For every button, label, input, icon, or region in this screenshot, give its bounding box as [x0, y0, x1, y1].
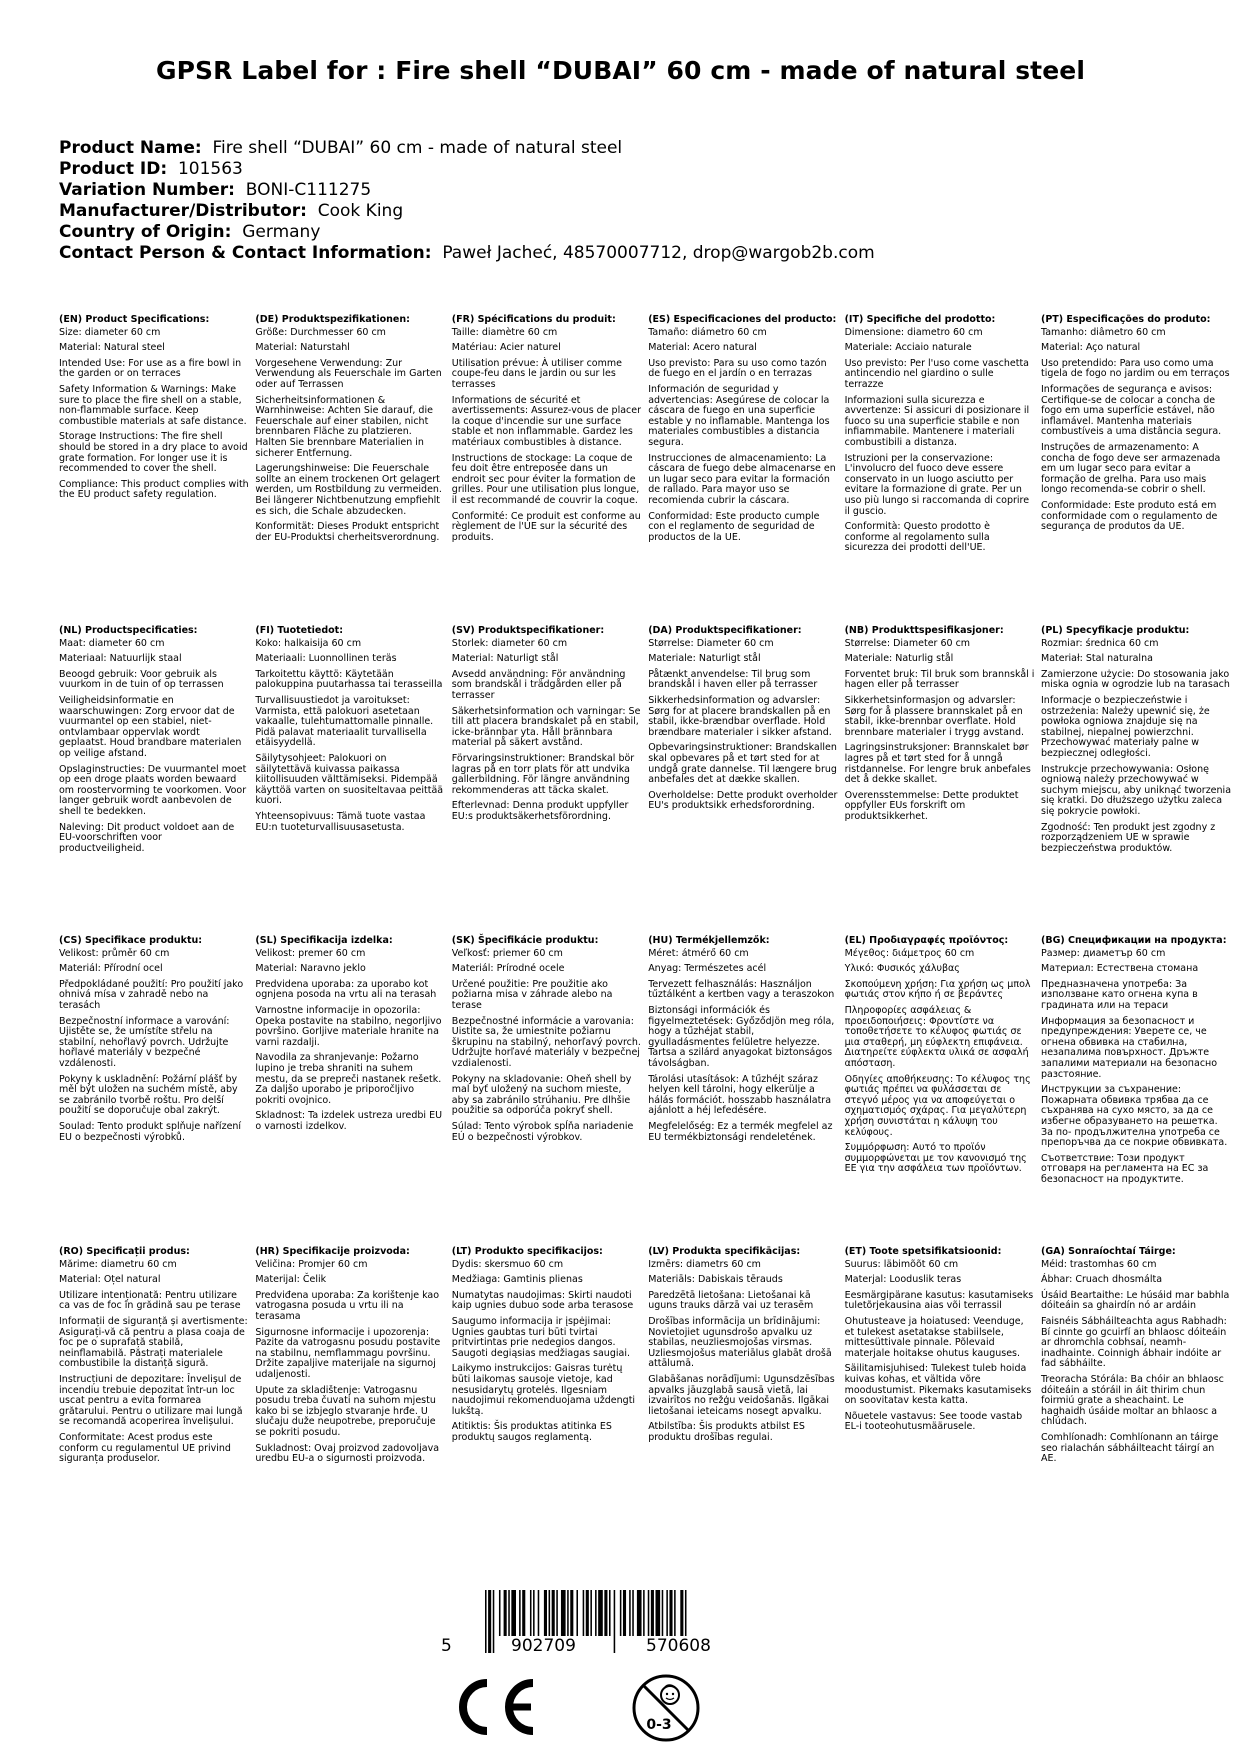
spec-material: Materiale: Naturlig stål — [844, 653, 954, 665]
spec-storage: Instruções de armazenamento: A concha de fogo deve ser armazenada em um lugar seco para evitar a formação de grelha. Para uso mais longo recomenda-se cobrir o shell. — [1041, 441, 1221, 496]
spec-use: Eesmärgipärane kasutus: kasutamiseks tuletõrjekausina aias või terrassil — [844, 1289, 1034, 1312]
spec-material: Material: Naturstahl — [255, 342, 350, 354]
spec-size: Maat: diameter 60 cm — [59, 637, 165, 649]
spec-use: Předpokládané použití: Pro použití jako ohnivá mísa v zahradě nebo na terasách — [59, 978, 244, 1011]
spec-safety: Turvallisuustiedot ja varoitukset: Varmista, että palokuori asetetaan vakaalle, tulehtumattomalle pinnalle. Pidä palavat materiaalit turvallisella etäisyydellä. — [255, 694, 434, 749]
not-for-children-0-3-icon — [631, 1673, 701, 1743]
barcode-bar-3 — [499, 1590, 501, 1636]
barcode-bar-8 — [522, 1590, 525, 1636]
spec-use: Úsáid Beartaithe: Le húsáid mar babhla dóiteáin sa ghairdín nó ar ardáin — [1041, 1289, 1230, 1312]
product-info-row — [59, 222, 875, 243]
spec-safety: Sikkerhedsinformation og advarsler: Sørg for at placere brandskallen på en stabil, ikke-brændbar overflade. Hold brændbare materialer i sikker afstand. — [648, 694, 832, 738]
barcode-bar-34 — [648, 1590, 650, 1636]
spec-use: Uso pretendido: Para uso como uma tigela de fogo no jardim ou em terraços — [1041, 357, 1230, 380]
spec-size: Taille: diamètre 60 cm — [451, 326, 558, 338]
spec-use: Tarkoitettu käyttö: Käytetään palokuppina puutarhassa tai terasseilla — [255, 668, 443, 691]
spec-size: Størrelse: Diameter 60 cm — [648, 637, 774, 649]
spec-heading: (DE) Produktspezifikationen: — [255, 314, 410, 325]
spec-size: Размер: диаметър 60 cm — [1041, 947, 1166, 959]
spec-heading: (ET) Toote spetsifikatsioonid: — [844, 1246, 1002, 1257]
spec-safety: Informacje o bezpieczeństwie i ostrzeżenia: Należy upewnić się, że powłoka ogniowa znajduje się na stabilnej, niepalnej powierzchni. Przechowywać materiały palne w bezpiecznej odległości. — [1041, 694, 1210, 759]
spec-safety: Säkerhetsinformation och varningar: Se till att placera brandskalet på en stabil, icke-brännbar yta. Håll brännbara material på säkert avstånd. — [451, 705, 641, 749]
info-value: Germany — [242, 222, 321, 242]
spec-material: Materiaali: Luonnollinen teräs — [255, 653, 397, 665]
spec-heading: (EN) Product Specifications: — [59, 314, 210, 325]
barcode-bar-29 — [623, 1590, 626, 1636]
spec-size: Velikost: průměr 60 cm — [59, 947, 170, 959]
spec-storage: Opbevaringsinstruktioner: Brandskallen skal opbevares på et tørt sted for at undgå grate dannelse. Til længere brug anbefales det at dække skallen. — [648, 742, 837, 786]
info-label: Country of Origin: — [59, 222, 232, 242]
spec-compliance: Skladnost: Ta izdelek ustreza uredbi EU o varnosti izdelkov. — [255, 1110, 443, 1132]
spec-compliance: Съответствие: Този продукт отговаря на регламента на ЕС за безопасност на продуктите. — [1041, 1152, 1209, 1185]
spec-compliance: Efterlevnad: Denna produkt uppfyller EU:s produktsäkerhetsförordning. — [451, 800, 629, 822]
spec-compliance: Overholdelse: Dette produkt overholder EU's produktsikk erhedsforordning. — [648, 789, 838, 812]
spec-heading: (NB) Produkttspesifikasjoner: — [844, 625, 1004, 636]
spec-safety: Informații de siguranță și avertismente: Asigurați-vă că pentru a plasa coaja de foc pe o suprafață stabilă, neinflamabilă. Păstrați materialele combustibile la distanță sigură. — [59, 1315, 248, 1370]
spec-use: Určené použitie: Pre použitie ako požiarna misa v záhrade alebo na terase — [451, 978, 613, 1011]
spec-size: Koko: halkaisija 60 cm — [255, 637, 362, 649]
barcode-bar-1 — [488, 1590, 491, 1653]
spec-heading: (HR) Specifikacije proizvoda: — [255, 1246, 410, 1257]
spec-use: Vorgesehene Verwendung: Zur Verwendung als Feuerschale im Garten oder auf Terrassen — [255, 357, 442, 390]
spec-storage: Istruzioni per la conservazione: L'involucro del fuoco deve essere conservato in un luogo asciutto per evitare la formazione di grate. Per un uso più lungo si raccomanda di coprire il guscio. — [844, 452, 1030, 517]
spec-compliance: Naleving: Dit product voldoet aan de EU-voorschriften voor productveiligheid. — [59, 821, 235, 854]
spec-storage: Instrukcje przechowywania: Osłonę ogniową należy przechowywać w suchym miejscu, aby uniknąć tworzenia się kratki. Do dłuższego użytku zaleca się pokrycie powłoki. — [1041, 763, 1232, 817]
spec-storage: Instrucțiuni de depozitare: Învelișul de incendiu trebuie depozitat într-un loc uscat pentru a evita formarea grătarului. Pentru o utilizare mai lungă se recomandă acoperirea învelișului. — [59, 1373, 243, 1428]
spec-use: Paredzētā lietošana: Lietošanai kā uguns trauks dārzā vai uz terasēm — [648, 1289, 814, 1312]
spec-material: Materjal: Looduslik teras — [844, 1274, 962, 1286]
spec-safety: Informations de sécurité et avertissements: Assurez-vous de placer la coque d'incendie sur une surface stable et non inflammable. Gardez les matériaux combustibles à distance. — [451, 394, 642, 448]
spec-storage: Glabāšanas norādījumi: Ugunsdzēsības apvalks jāuzglabā sausā vietā, lai izvairītos no režģu veidošanās. Ilgākai lietošanai ieteicams nosegt apvalku. — [648, 1373, 835, 1417]
spec-compliance: Nõuetele vastavus: See toode vastab EL-i tooteohutusmäärusele. — [844, 1410, 1023, 1433]
spec-use: Forventet bruk: Til bruk som brannskål i hagen eller på terrasser — [844, 668, 1035, 691]
barcode-bar-35 — [651, 1590, 654, 1636]
spec-compliance: Megfelelőség: Ez a termék megfelel az EU termékbiztonsági rendeletének. — [648, 1120, 833, 1143]
spec-storage: Treoracha Stórála: Ba chóir an bhlaosc dóiteáin a stóráil in áit thirim chun foirmiú grate a sheachaint. Le haghaidh úsáide moltar an bhlaosc a chlúdach. — [1041, 1373, 1224, 1428]
barcode-bar-33 — [643, 1590, 645, 1636]
info-label: Variation Number: — [59, 180, 235, 200]
spec-size: Veľkosť: priemer 60 cm — [451, 947, 563, 959]
barcode-digit-group-2: 570608 — [646, 1636, 711, 1656]
language-block — [452, 936, 642, 1143]
spec-safety: Informazioni sulla sicurezza e avvertenze: Si assicuri di posizionare il fuoco su una superficie stabile e non infiammabile. Mantenere i materiali combustibili a distanza. — [844, 394, 1030, 448]
info-label: Product Name: — [59, 138, 202, 158]
spec-heading: (FR) Spécifications du produit: — [451, 314, 616, 325]
spec-use: Tervezett felhasználás: Használjon tűztálként a kertben vagy a teraszokon — [648, 978, 835, 1001]
spec-storage: Instrucciones de almacenamiento: La cáscara de fuego debe almacenarse en un lugar seco para evitar la formación de rallado. Para mayor uso se recomienda cubrir la cáscara. — [648, 452, 836, 506]
spec-compliance: Compliance: This product complies with the EU product safety regulation. — [59, 478, 249, 501]
barcode-bar-15 — [556, 1590, 558, 1636]
barcode-bar-24 — [598, 1590, 603, 1636]
language-block — [1041, 315, 1231, 533]
spec-material: Material: Acero natural — [648, 342, 757, 354]
spec-heading: (PL) Specyfikacje produktu: — [1041, 625, 1190, 636]
barcode-bar-39 — [669, 1590, 672, 1636]
spec-use: Intended Use: For use as a fire bowl in the garden or on terraces — [59, 357, 242, 380]
spec-heading: (BG) Спецификации на продукта: — [1041, 935, 1227, 946]
spec-compliance: Atbilstība: Šis produkts atbilst ES produktu drošības regulai. — [648, 1421, 805, 1443]
spec-safety: Veiligheidsinformatie en waarschuwingen: Zorg ervoor dat de vuurmantel op een stabiel, niet-ontvlambaar oppervlak wordt geplaatst. Houd brandbare materialen op veilige afstand. — [59, 694, 242, 759]
spec-safety: Varnostne informacije in opozorila: Opeka postavite na stabilno, negorljivo površino. Gorljive materiale hranite na varni razdalji. — [255, 1004, 442, 1048]
barcode-bar-13 — [549, 1590, 551, 1636]
barcode-bar-4 — [504, 1590, 507, 1636]
spec-size: Méret: átmérő 60 cm — [648, 947, 749, 959]
spec-compliance: Comhlíonadh: Comhlíonann an táirge seo rialachán sábháilteacht táirgí an AE. — [1041, 1431, 1219, 1465]
spec-size: Mărime: diametru 60 cm — [59, 1258, 177, 1270]
spec-storage: Navodila za shranjevanje: Požarno lupino je treba shraniti na suhem mestu, da se prepreči nastanek rešetk. Za daljšo uporabo je priporočljivo pokriti ovojnico. — [255, 1052, 442, 1106]
spec-size: Storlek: diameter 60 cm — [451, 637, 568, 649]
spec-safety: Drošības informācija un brīdinājumi: Novietojiet ugunsdrošo apvalku uz stabilas, neuzliesmojošas virsmas. Uzliesmojošus materiālus glabāt drošā attālumā. — [648, 1315, 832, 1370]
spec-use: Predviđena uporaba: Za korištenje kao vatrogasna posuda u vrtu ili na terasama — [255, 1289, 440, 1322]
barcode-bar-20 — [583, 1590, 585, 1636]
info-value: BONI-C111275 — [245, 180, 372, 200]
barcode-bar-28 — [620, 1590, 622, 1636]
barcode-bar-7 — [519, 1590, 521, 1636]
spec-safety: Ohutusteave ja hoiatused: Veenduge, et tulekest asetatakse stabiilsele, mittesüttivale pinnale. Põlevaid materjale hoitakse ohutus kauguses. — [844, 1315, 1024, 1359]
info-label: Product ID: — [59, 159, 168, 179]
spec-use: Uso previsto: Para su uso como tazón de fuego en el jardín o en terrazas — [648, 357, 827, 380]
spec-use: Предназначена употреба: За използване като огнена купа в градината или на тераси — [1041, 978, 1198, 1011]
spec-size: Tamanho: diâmetro 60 cm — [1041, 326, 1166, 338]
spec-material: Materiaal: Natuurlijk staal — [59, 653, 182, 665]
barcode-digit-prefix: 5 — [441, 1636, 452, 1656]
product-info-row — [59, 159, 875, 180]
spec-storage: Pokyny k uskladnění: Požární plášť by měl být uložen na suchém místě, aby se zabránilo tvorbě roštu. Pro delší použití se doporučuje obal zakrýt. — [59, 1073, 238, 1117]
spec-size: Size: diameter 60 cm — [59, 326, 161, 338]
language-block — [648, 1247, 838, 1444]
language-block — [648, 936, 838, 1143]
language-block — [255, 1247, 445, 1465]
spec-safety: Sicherheitsinformationen & Warnhinweise: Achten Sie darauf, die Feuerschale auf einer stabilen, nicht brennbaren Fläche zu platzieren. Halten Sie brennbare Materialien in sicherer Entfernung. — [255, 394, 433, 459]
barcode-bar-19 — [576, 1590, 578, 1636]
spec-material: Materijal: Čelik — [255, 1274, 327, 1286]
spec-safety: Faisnéis Sábháilteachta agus Rabhadh: Bí cinnte go gcuirfí an bhlaosc dóiteáin ar dhromchla cobhsaí, neamh-inadhainte. Coinnigh ábhair indóite ar fad sábháilte. — [1041, 1315, 1227, 1370]
barcode-bar-38 — [666, 1590, 668, 1636]
spec-size: Μέγεθος: διάμετρος 60 cm — [844, 947, 975, 959]
spec-storage: Förvaringsinstruktioner: Brandskal bör lagras på en torr plats för att undvika gallerbildning. För längre användning rekommenderas att täcka skalet. — [451, 752, 635, 796]
spec-safety: Informações de segurança e avisos: Certifique-se de colocar a concha de fogo em uma superfície estável, não inflamável. Mantenha materiais combustíveis a uma distância segura. — [1041, 383, 1222, 438]
spec-compliance: Atitiktis: Šis produktas atitinka ES produktų saugos reglamentą. — [451, 1421, 612, 1443]
spec-compliance: Conformidade: Este produto está em conformidade com o regulamento de segurança de produtos da UE. — [1041, 499, 1218, 533]
language-block — [452, 315, 642, 543]
spec-compliance: Conformité: Ce produit est conforme au règlement de l'UE sur la sécurité des produits. — [451, 510, 641, 543]
barcode-bar-11 — [538, 1590, 540, 1636]
language-block — [59, 936, 249, 1143]
page-title: GPSR Label for : Fire shell “DUBAI” 60 cm - made of natural steel — [155, 56, 1086, 85]
language-block — [1041, 626, 1231, 854]
spec-safety: Πληροφορίες ασφάλειας & προειδοποιήσεις: Φροντίστε να τοποθετήσετε το κέλυφος φωτιάς σε μια σταθερή, μη εύφλεκτη επιφάνεια. Διατηρείτε εύφλεκτα υλικά σε ασφαλή απόσταση. — [844, 1004, 1029, 1069]
spec-use: Avsedd användning: För användning som brandskål i trädgården eller på terrasser — [451, 668, 626, 701]
language-block — [255, 626, 445, 833]
spec-heading: (CS) Specifikace produktu: — [59, 935, 203, 946]
spec-heading: (ES) Especificaciones del producto: — [648, 314, 837, 325]
spec-material: Medžiaga: Gamtinis plienas — [451, 1274, 583, 1286]
spec-compliance: Súlad: Tento výrobok spĺňa nariadenie EÚ o bezpečnosti výrobkov. — [451, 1120, 634, 1143]
barcode-bar-5 — [508, 1590, 510, 1636]
spec-safety: Biztonsági információk és figyelmeztetések: Győződjön meg róla, hogy a tűzhéjat stabil, gyulladásmentes felületre helyezze. Tartsa a szilárd anyagokat biztonságos távolságban. — [648, 1004, 835, 1069]
spec-storage: Laikymo instrukcijos: Gaisras turėtų būti laikomas sausoje vietoje, kad nesusidarytų grotelės. Ilgesniam naudojimui rekomenduojama uždengti lukštą. — [451, 1363, 636, 1417]
barcode-bar-40 — [674, 1590, 676, 1636]
spec-material: Material: Naturligt stål — [451, 653, 559, 665]
product-info-row — [59, 243, 875, 264]
spec-material: Υλικό: Φυσικός χάλυβας — [844, 963, 960, 975]
product-info-row — [59, 201, 875, 222]
spec-compliance: Conformitate: Acest produs este conform cu regulamentul UE privind siguranța produselor. — [59, 1431, 231, 1465]
spec-storage: Tárolási utasítások: A tűzhéjt száraz helyen kell tárolni, hogy elkerülje a hálás formációt. hosszabb használatra ajánlott a héj lefedésére. — [648, 1073, 832, 1117]
spec-heading: (RO) Specificații produs: — [59, 1246, 190, 1257]
barcode-bar-32 — [637, 1590, 642, 1636]
spec-heading: (EL) Προδιαγραφές προϊόντος: — [844, 935, 1009, 946]
spec-storage: Instructions de stockage: La coque de feu doit être entreposée dans un endroit sec pour éviter la formation de grilles. Pour une utilisation plus longue, il est recommandé de couvrir la coque. — [451, 452, 640, 506]
language-block — [59, 1247, 249, 1465]
barcode-bar-25 — [604, 1590, 607, 1636]
spec-storage: Lagerungshinweise: Die Feuerschale sollte an einem trockenen Ort gelagert werden, um Rostbildung zu vermeiden. Bei längerer Nichtbenutzung empfiehlt es sich, die Schale abzudecken. — [255, 463, 442, 517]
spec-storage: Upute za skladištenje: Vatrogasnu posudu treba čuvati na suhom mjestu kako bi se izbjeglo stvaranje hrđe. U slučaju duže neupotrebe, preporučuje se pokriti posudu. — [255, 1384, 436, 1438]
spec-material: Material: Natural steel — [59, 342, 165, 354]
barcode-bar-26 — [609, 1590, 611, 1636]
barcode-bar-21 — [586, 1590, 589, 1636]
spec-safety: Bezpečnostné informácie a varovania: Uistite sa, že umiestnite požiarnu škrupinu na stabilný, nehorľavý povrch. Udržujte horľavé materiály v bezpečnej vzdialenosti. — [451, 1015, 641, 1069]
spec-use: Utilizare intenționată: Pentru utilizare ca vas de foc în grădină sau pe terase — [59, 1289, 241, 1312]
language-block — [255, 936, 445, 1133]
language-block — [59, 626, 249, 854]
spec-material: Material: Aço natural — [1041, 342, 1141, 354]
barcode-bar-2 — [493, 1590, 495, 1653]
spec-use: Σκοπούμενη χρήση: Για χρήση ως μπολ φωτιάς στον κήπο ή σε βεράντες — [844, 978, 1031, 1001]
barcode-bar-37 — [662, 1590, 664, 1636]
spec-material: Material: Naravno jeklo — [255, 963, 366, 975]
spec-size: Rozmiar: średnica 60 cm — [1041, 637, 1159, 649]
spec-heading: (FI) Tuotetiedot: — [255, 625, 344, 636]
language-block — [255, 315, 445, 543]
barcode-digit-group-1: 902709 — [511, 1636, 576, 1656]
spec-storage: Lagringsinstruksjoner: Brannskalet bør lagres på et tørt sted for å unngå ristdannelse. For lengre bruk anbefales det å dekke skallet. — [844, 742, 1031, 786]
spec-safety: Saugumo informacija ir įspėjimai: Ugnies gaubtas turi būti tvirtai pritvirtintas prie nedegios dangos. Saugoti degiąsias medžiagas saugiai. — [451, 1315, 630, 1359]
product-info — [59, 138, 875, 264]
language-block — [648, 626, 838, 812]
spec-size: Veličina: Promjer 60 cm — [255, 1258, 368, 1270]
spec-use: Beoogd gebruik: Voor gebruik als vuurkom in de tuin of op terrassen — [59, 668, 224, 691]
spec-storage: Οδηγίες αποθήκευσης: Το κέλυφος της φωτιάς πρέπει να φυλάσσεται σε στεγνό μέρος για να αποφεύγεται ο σχηματισμός σχάρας. Για μεγαλύτερη χρήση συνιστάται η κάλυψη του κελύφους. — [844, 1073, 1031, 1138]
spec-heading: (SV) Produktspecifikationer: — [451, 625, 605, 636]
barcode-bar-6 — [511, 1590, 516, 1636]
spec-safety: Sikkerhetsinformasjon og advarsler: Sørg for å plassere brannskalet på en stabil, ikke-brennbar overflate. Hold brennbare materialer i trygg avstand. — [844, 694, 1025, 738]
info-value: Cook King — [317, 201, 404, 221]
barcode-bar-36 — [656, 1590, 661, 1636]
barcode-bar-23 — [595, 1590, 597, 1636]
info-value: 101563 — [177, 159, 243, 179]
product-info-row — [59, 180, 875, 201]
spec-heading: (HU) Termékjellemzők: — [648, 935, 770, 946]
spec-compliance: Overensstemmelse: Dette produktet oppfyller EUs forskrift om produktsikkerhet. — [844, 789, 1019, 822]
spec-size: Størrelse: Diameter 60 cm — [844, 637, 971, 649]
spec-compliance: Conformità: Questo prodotto è conforme al regolamento sulla sicurezza dei prodotti dell'UE. — [844, 521, 990, 554]
spec-heading: (DA) Produktspecifikationer: — [648, 625, 802, 636]
spec-material: Material: Oțel natural — [59, 1274, 161, 1286]
spec-use: Numatytas naudojimas: Skirti naudoti kaip ugnies dubuo sode arba terasose — [451, 1289, 634, 1312]
language-block — [1041, 1247, 1231, 1465]
barcode-bar-14 — [552, 1590, 555, 1636]
language-block — [59, 315, 249, 501]
barcode-bar-22 — [590, 1590, 592, 1636]
spec-safety: Информация за безопасност и предупреждения: Уверете се, че огнена обвивка на стабилна, незапалима повърхност. Дръжте запалими материали на безопасно разстояние. — [1041, 1015, 1218, 1080]
language-block — [452, 626, 642, 823]
barcode-bar-16 — [561, 1590, 566, 1636]
language-block — [452, 1247, 642, 1444]
age-range-label: 0-3 — [646, 1717, 672, 1733]
spec-use: Uso previsto: Per l'uso come vaschetta antincendio nel giardino o sulle terrazze — [844, 357, 1029, 390]
spec-size: Tamaño: diámetro 60 cm — [648, 326, 767, 338]
barcode-bar-17 — [567, 1590, 569, 1636]
spec-heading: (SK) Špecifikácie produktu: — [451, 935, 599, 946]
spec-safety: Sigurnosne informacije i upozorenja: Pazite da vatrogasnu posudu postavite na stabilnu, nemflammagu površinu. Držite zapaljive materijale na sigurnoj udaljenosti. — [255, 1326, 441, 1380]
spec-heading: (IT) Specifiche del prodotto: — [844, 314, 996, 325]
spec-heading: (SL) Specifikacija izdelka: — [255, 935, 393, 946]
spec-storage: Инструкции за съхранение: Пожарната обвивка трябва да се съхранява на сухо място, за да се избегне образуването на решетка. За по- продължителна употреба се препоръчва да се покрие обвивката. — [1041, 1084, 1228, 1149]
spec-size: Izmērs: diametrs 60 cm — [648, 1258, 761, 1270]
barcode-bar-9 — [530, 1590, 532, 1636]
barcode-bar-12 — [544, 1590, 547, 1636]
spec-compliance: Soulad: Tento produkt splňuje nařízení EU o bezpečnosti výrobků. — [59, 1120, 242, 1143]
spec-storage: Pokyny na skladovanie: Oheň shell by mal byť uložený na suchom mieste, aby sa zabránilo strúhaniu. Pre dlhšie použitie sa odporúča pokryť shell. — [451, 1073, 632, 1117]
spec-safety: Información de seguridad y advertencias: Asegúrese de colocar la cáscara de fuego en una superficie estable y no inflamable. Mantenga los materiales combustibles a distancia segura. — [648, 383, 830, 448]
ce-mark-icon — [457, 1677, 540, 1737]
spec-size: Größe: Durchmesser 60 cm — [255, 326, 386, 338]
spec-material: Ábhar: Cruach dhosmálta — [1041, 1274, 1163, 1286]
spec-material: Материал: Естествена стомана — [1041, 963, 1199, 975]
info-value: Paweł Jacheć, 48570007712, drop@wargob2b.com — [442, 243, 875, 263]
language-block — [1041, 936, 1231, 1185]
spec-size: Dydis: skersmuo 60 cm — [451, 1258, 564, 1270]
product-info-row — [59, 138, 875, 159]
barcode-bar-41 — [680, 1590, 683, 1636]
barcode-bar-18 — [570, 1590, 573, 1636]
spec-compliance: Sukladnost: Ovaj proizvod zadovoljava uredbu EU-a o sigurnosti proizvoda. — [255, 1442, 440, 1465]
spec-compliance: Conformidad: Este producto cumple con el reglamento de seguridad de productos de la UE. — [648, 510, 820, 543]
spec-heading: (PT) Especificações do produto: — [1041, 314, 1211, 325]
spec-size: Dimensione: diametro 60 cm — [844, 326, 983, 338]
spec-heading: (GA) Sonraíochtaí Táirge: — [1041, 1246, 1176, 1257]
spec-compliance: Zgodność: Ten produkt jest zgodny z rozporządzeniem UE w sprawie bezpieczeństwa produktów. — [1041, 821, 1216, 854]
spec-material: Materiāls: Dabiskais tērauds — [648, 1274, 783, 1286]
spec-storage: Säilitamisjuhised: Tulekest tuleb hoida kuivas kohas, et vältida võre moodustumist. Pikemaks kasutamiseks on soovitatav kesta katta. — [844, 1363, 1032, 1407]
spec-use: Predvidena uporaba: za uporabo kot ognjena posoda na vrtu ali na terasah — [255, 978, 437, 1001]
spec-compliance: Konformität: Dieses Produkt entspricht der EU-Produktsi cherheitsverordnung. — [255, 521, 440, 543]
spec-storage: Säilytysohjeet: Palokuori on säilytettävä kuivassa paikassa kiitollisuuden välttämiseksi. Pidempää käyttöä varten on suositeltavaa peittää kuori. — [255, 752, 444, 807]
barcode-bar-27 — [614, 1590, 616, 1653]
spec-size: Velikost: premer 60 cm — [255, 947, 366, 959]
spec-material: Materiał: Stal naturalna — [1041, 653, 1153, 665]
spec-material: Anyag: Természetes acél — [648, 963, 767, 975]
barcode-bar-10 — [533, 1590, 535, 1636]
info-value: Fire shell “DUBAI” 60 cm - made of natural steel — [212, 138, 623, 158]
spec-safety: Safety Information & Warnings: Make sure to place the fire shell on a stable, non-flammable surface. Keep combustible materials at safe distance. — [59, 383, 247, 427]
spec-heading: (NL) Productspecificaties: — [59, 625, 198, 636]
language-block — [845, 936, 1035, 1175]
spec-material: Matériau: Acier naturel — [451, 342, 561, 354]
barcode-bar-31 — [632, 1590, 634, 1636]
spec-storage: Opslaginstructies: De vuurmantel moet op een droge plaats worden bewaard om roostervorming te voorkomen. Voor langer gebruik wordt aanbevolen de shell te bedekken. — [59, 763, 247, 817]
spec-heading: (LV) Produkta specifikācijas: — [648, 1246, 801, 1257]
spec-use: Påtænkt anvendelse: Til brug som brandskål i haven eller på terrasser — [648, 668, 818, 691]
spec-compliance: Συμμόρφωση: Αυτό το προϊόν συμμορφώνεται με τον κανονισμό της ΕΕ για την ασφάλεια των προϊόντων. — [844, 1142, 1027, 1175]
spec-storage: Storage Instructions: The fire shell should be stored in a dry place to avoid grate formation. For longer use it is recommended to cover the shell. — [59, 431, 248, 475]
spec-material: Materiál: Přírodní ocel — [59, 963, 163, 975]
spec-compliance: Yhteensopivuus: Tämä tuote vastaa EU:n tuoteturvallisuusasetusta. — [255, 810, 426, 833]
spec-use: Zamierzone użycie: Do stosowania jako miska ognia w ogrodzie lub na tarasach — [1041, 668, 1230, 691]
spec-material: Materiál: Prírodné ocele — [451, 963, 565, 975]
spec-size: Méid: trastomhas 60 cm — [1041, 1258, 1157, 1270]
spec-material: Materiale: Acciaio naturale — [844, 342, 972, 354]
spec-material: Materiale: Naturligt stål — [648, 653, 761, 665]
spec-use: Utilisation prévue: À utiliser comme coupe-feu dans le jardin ou sur les terrasses — [451, 357, 622, 390]
language-block — [845, 1247, 1035, 1433]
info-label: Contact Person & Contact Information: — [59, 243, 432, 263]
language-block — [648, 315, 838, 543]
spec-size: Suurus: läbimõõt 60 cm — [844, 1258, 959, 1270]
barcode-bar-42 — [685, 1590, 687, 1636]
language-block — [845, 626, 1035, 823]
barcode-bar-0 — [485, 1590, 487, 1653]
barcode-bar-30 — [629, 1590, 631, 1636]
spec-heading: (LT) Produkto specifikacijos: — [451, 1246, 603, 1257]
info-label: Manufacturer/Distributor: — [59, 201, 307, 221]
language-block — [845, 315, 1035, 554]
spec-safety: Bezpečnostní informace a varování: Ujistěte se, že umístíte střelu na stabilní, nehořlavý povrch. Udržujte hořlavé materiály v bezpečné vzdálenosti. — [59, 1015, 230, 1069]
